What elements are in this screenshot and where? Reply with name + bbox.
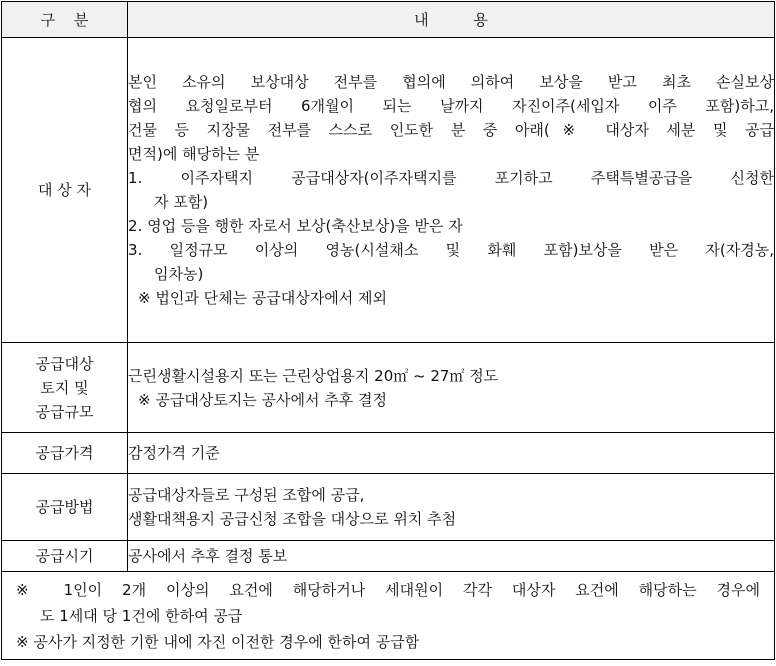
- target-line-4: 면적)에 해당하는 분: [128, 145, 260, 163]
- note-2: ※ 공사가 지정한 기한 내에 자진 이전한 경우에 한하여 공급함: [16, 632, 420, 651]
- content-land: [128, 343, 775, 433]
- label-method: 공급방법: [2, 474, 128, 541]
- method-line-2: 생활대책용지 공급신청 조합을 대상으로 위치 추첨: [128, 510, 457, 528]
- table-header-row: [2, 2, 775, 38]
- label-land-line-2: 토지 및: [40, 378, 89, 397]
- label-target: 대 상 자: [2, 38, 128, 343]
- target-item-3: 3. 일정규모 이상의 영농(시설채소 및 화훼 포함)보상을 받은 자(자경농,: [128, 241, 774, 259]
- target-item-3-cont: 임차농): [154, 265, 204, 283]
- target-line-2: 협의 요청일로부터 6개월이 되는 날까지 자진이주(세입자 이주 포함)하고,: [128, 97, 774, 115]
- content-target: [128, 38, 775, 343]
- row-timing: [2, 541, 775, 572]
- label-land-line-3: 공급규모: [35, 402, 94, 421]
- note-1-line-1: ※ 1인이 2개 이상의 요건에 해당하거나 세대원이 각각 대상자 요건에 해당하는 경우에: [16, 580, 760, 599]
- row-method: [2, 474, 775, 541]
- land-note: ※ 공급대상토지는 공사에서 추후 결정: [138, 390, 387, 409]
- content-method: [128, 474, 775, 541]
- target-item-1-cont: 자 포함): [154, 193, 209, 211]
- row-target: [2, 38, 775, 343]
- row-price: [2, 433, 775, 474]
- label-price: 공급가격: [2, 433, 128, 474]
- header-content: 내 용: [128, 2, 775, 38]
- target-line-3: 건물 등 지장물 전부를 스스로 인도한 분 중 아래(※ 대상자 세분 및 공급: [128, 121, 774, 139]
- content-timing: 공사에서 추후 결정 통보: [128, 541, 775, 572]
- target-item-2: 2. 영업 등을 행한 자로서 보상(축산보상)을 받은 자: [128, 217, 463, 235]
- row-notes: [2, 572, 775, 660]
- land-line-1: 근린생활시설용지 또는 근린상업용지 20㎡ ~ 27㎡ 정도: [128, 366, 499, 385]
- supply-criteria-table: [1, 1, 775, 660]
- target-item-1: 1. 이주자택지 공급대상자(이주자택지를 포기하고 주택특별공급을 신청한: [128, 169, 774, 187]
- method-line-1: 공급대상자들로 구성된 조합에 공급,: [128, 486, 365, 504]
- label-land-line-1: 공급대상: [35, 354, 94, 373]
- row-land: [2, 343, 775, 433]
- target-line-1: 본인 소유의 보상대상 전부를 협의에 의하여 보상을 받고 최초 손실보상: [128, 73, 774, 91]
- content-price: 감정가격 기준: [128, 433, 775, 474]
- label-land: [2, 343, 128, 433]
- note-1-line-2: 도 1세대 당 1건에 한하여 공급: [40, 606, 243, 625]
- label-timing: 공급시기: [2, 541, 128, 572]
- header-category: 구 분: [2, 2, 128, 38]
- notes-cell: [2, 572, 775, 660]
- target-note: ※ 법인과 단체는 공급대상자에서 제외: [138, 289, 387, 307]
